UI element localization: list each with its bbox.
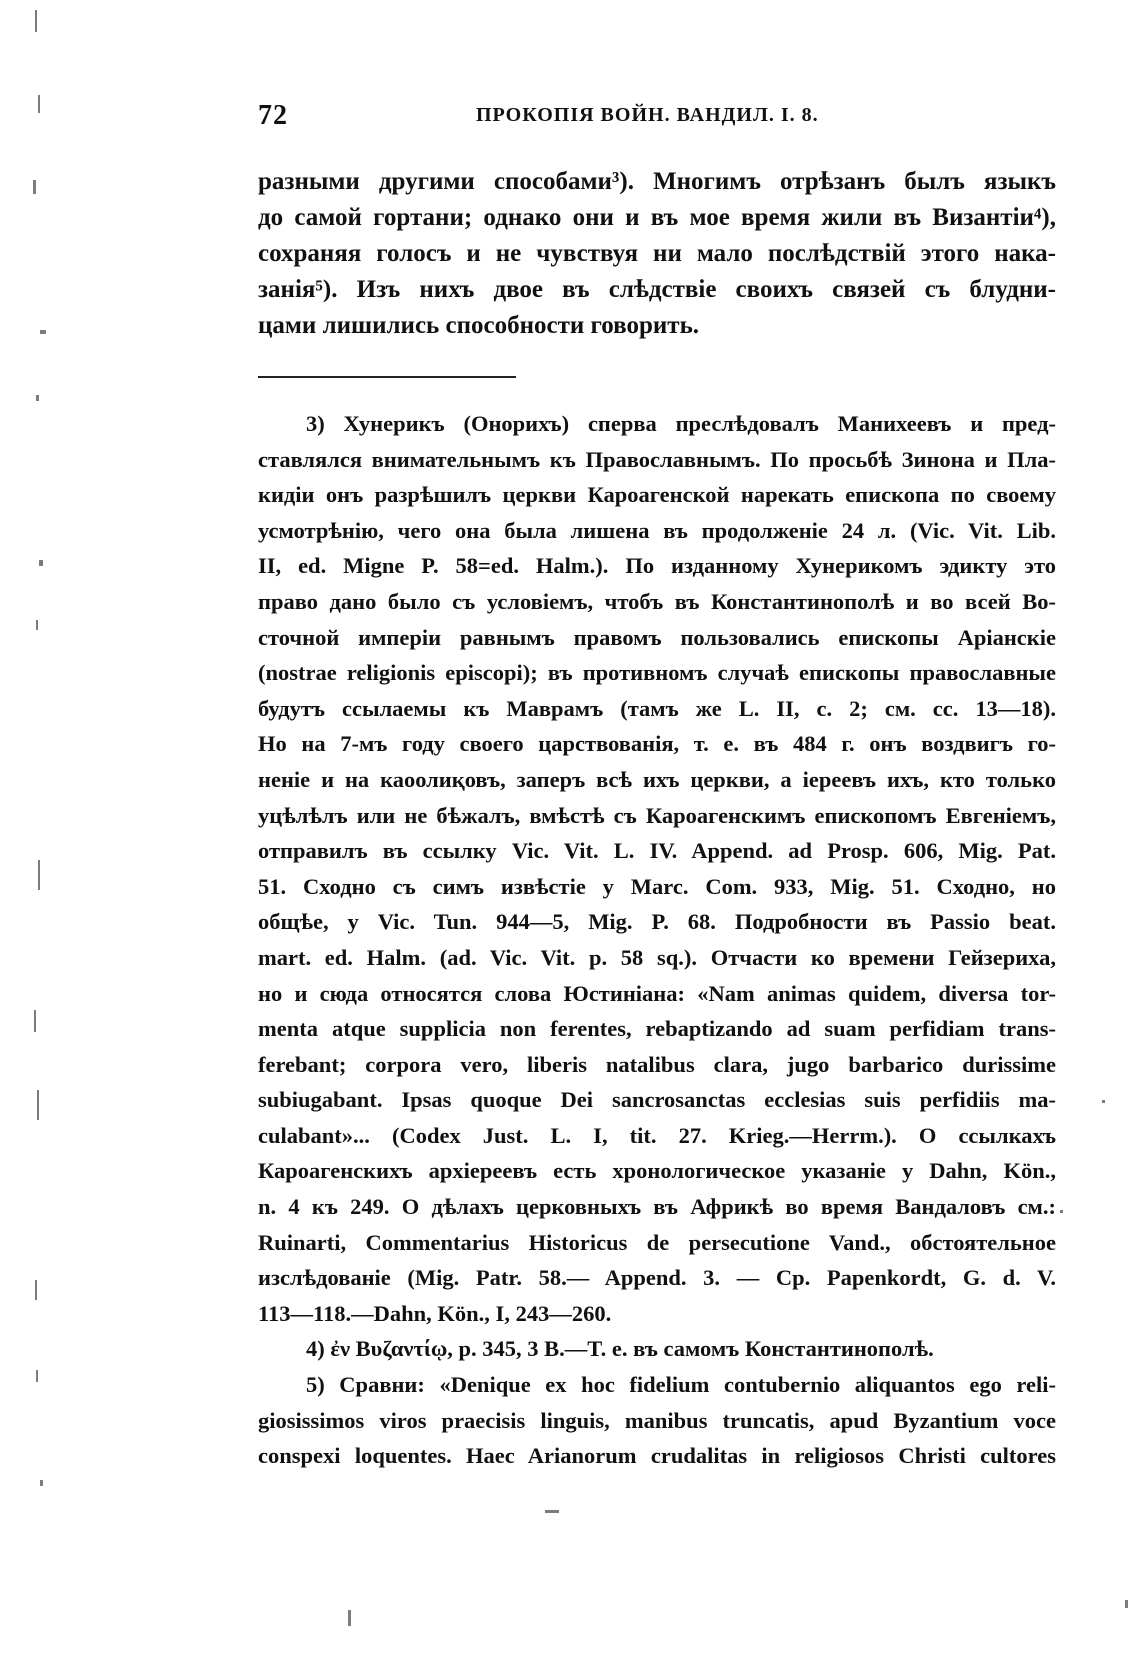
main-text-line: сохраняя голосъ и не чувствуя ни мало послѣдствій этого нака- [258, 240, 1056, 267]
footnote-line: 113—118.—Dahn, Kön., I, 243—260. [258, 1300, 612, 1326]
scan-speck [40, 1480, 43, 1486]
footnote-line: ставлялся внимательнымъ къ Православнымъ. По просьбѣ Зинона и Пла- [258, 446, 1056, 472]
scan-speck [38, 860, 40, 890]
footnote-line: 3) Хунерикъ (Онорихъ) сперва преслѣдовалъ Манихеевъ и пред- [306, 411, 1056, 436]
footnote-line: общѣе, у Vic. Tun. 944—5, Mig. P. 68. Подробности въ Passio beat. [258, 909, 1056, 935]
footnote-line: giosissimos viros praecisis linguis, manibus truncatis, apud Byzantium voce [258, 1407, 1056, 1433]
scan-speck [40, 330, 46, 334]
footnotes [258, 406, 1056, 1474]
scan-speck [36, 395, 39, 401]
main-text-line: до самой гортани; однако они и въ мое время жили въ Византіи⁴), [258, 204, 1056, 231]
scan-speck [36, 620, 38, 630]
footnote-line: уцѣлѣлъ или не бѣжалъ, вмѣстѣ съ Кароагенскимъ епископомъ Евгеніемъ, [258, 802, 1056, 828]
footnote-line: будутъ ссылаемы къ Маврамъ (тамъ же L. II, c. 2; см. cc. 13—18). [258, 695, 1056, 721]
scan-speck [35, 1280, 37, 1300]
scan-speck [37, 1090, 39, 1120]
footnote-line: subiugabant. Ipsas quoque Dei sancrosanctas ecclesias suis perfidiis ma- [258, 1087, 1056, 1113]
scan-speck [33, 180, 36, 194]
footnote-line: сточной имперіи равнымъ правомъ пользовались епископы Аріанскіе [258, 624, 1056, 650]
footnote-line: Кароагенскихъ архіереевъ есть хронологическое указаніе у Dahn, Kön., [258, 1158, 1056, 1184]
main-text-line: занія⁵). Изъ нихъ двое въ слѣдствіе своихъ связей съ блудни- [258, 276, 1056, 303]
scan-speck [1060, 1210, 1063, 1213]
footnote-line: conspexi loquentes. Haec Arianorum crudalitas in religiosos Christi cultores [258, 1443, 1056, 1469]
scan-speck [348, 1610, 351, 1626]
page-number: 72 [258, 100, 288, 131]
scan-speck [39, 560, 43, 566]
footnote-line: но и сюда относятся слова Юстиніана: «Nam animas quidem, diversa tor- [258, 980, 1056, 1006]
footnote-line: n. 4 къ 249. О дѣлахъ церковныхъ въ Африкѣ во время Вандаловъ см.: [258, 1194, 1056, 1220]
footnote-line: mart. ed. Halm. (ad. Vic. Vit. p. 58 sq.). Отчасти ко времени Гейзериха, [258, 944, 1056, 970]
scan-speck [545, 1510, 559, 1513]
footnote-line: изслѣдованіе (Mig. Patr. 58.— Append. 3. — Cp. Papenkordt, G. d. V. [258, 1265, 1056, 1291]
footnote-separator [258, 376, 516, 378]
footnote-line: (nostrae religionis episcopi); въ противномъ случаѣ епископы православные [258, 660, 1056, 686]
footnote-line: 51. Сходно съ симъ извѣстіе у Marc. Com. 933, Mig. 51. Сходно, но [258, 873, 1056, 899]
running-title: ПРОКОПІЯ ВОЙН. ВАНДИЛ. I. 8. [476, 104, 819, 126]
main-text-line: цами лишились способности говорить. [258, 312, 700, 339]
footnote-line: II, ed. Migne P. 58=ed. Halm.). По изданному Хунерикомъ эдикту это [258, 553, 1056, 579]
scan-speck [38, 95, 40, 113]
footnote-line: ferebant; corpora vero, liberis natalibus clara, jugo barbarico durissime [258, 1051, 1056, 1077]
footnote-line: 4) ἐν Βυζαντίῳ, p. 345, 3 B.—T. e. въ самомъ Константинополѣ. [306, 1336, 934, 1362]
footnote-line: culabant»... (Codex Just. L. I, tit. 27. Krieg.—Herrm.). О ссылкахъ [258, 1122, 1056, 1148]
footnote-line: 5) Сравни: «Denique ex hoc fidelium contubernio aliquantos ego reli- [306, 1372, 1056, 1398]
footnote-line: усмотрѣнію, чего она была лишена въ продолженіе 24 л. (Vic. Vit. Lib. [258, 517, 1056, 543]
scan-speck [34, 1010, 36, 1032]
footnote-line: кидіи онъ разрѣшилъ церкви Кароагенской нарекать епископа по своему [258, 482, 1056, 508]
footnote-line: неніе и на каоолиқовъ, заперъ всѣ ихъ церкви, а іереевъ ихъ, кто только [258, 766, 1056, 792]
scan-speck [1125, 1600, 1128, 1608]
footnote-line: Ruinarti, Commentarius Historicus de persecutione Vand., обстоятельное [258, 1229, 1056, 1255]
scan-speck [1102, 1100, 1105, 1103]
running-head [258, 100, 1058, 140]
footnote-line: отправилъ въ ссылку Vic. Vit. L. IV. Append. ad Prosp. 606, Mig. Pat. [258, 838, 1056, 864]
scan-speck [35, 10, 37, 32]
footnote-line: menta atque supplicia non ferentes, rebaptizando ad suam perfidiam trans- [258, 1016, 1056, 1042]
main-text-line: разными другими способами³). Многимъ отрѣзанъ былъ языкъ [258, 168, 1056, 195]
footnote-line: Но на 7-мъ году своего царствованія, т. е. въ 484 г. онъ воздвигъ го- [258, 731, 1056, 757]
main-text [258, 164, 1056, 344]
footnote-line: право дано было съ условіемъ, чтобъ въ Константинополѣ и во всей Во- [258, 588, 1056, 614]
scan-speck [36, 1370, 38, 1382]
